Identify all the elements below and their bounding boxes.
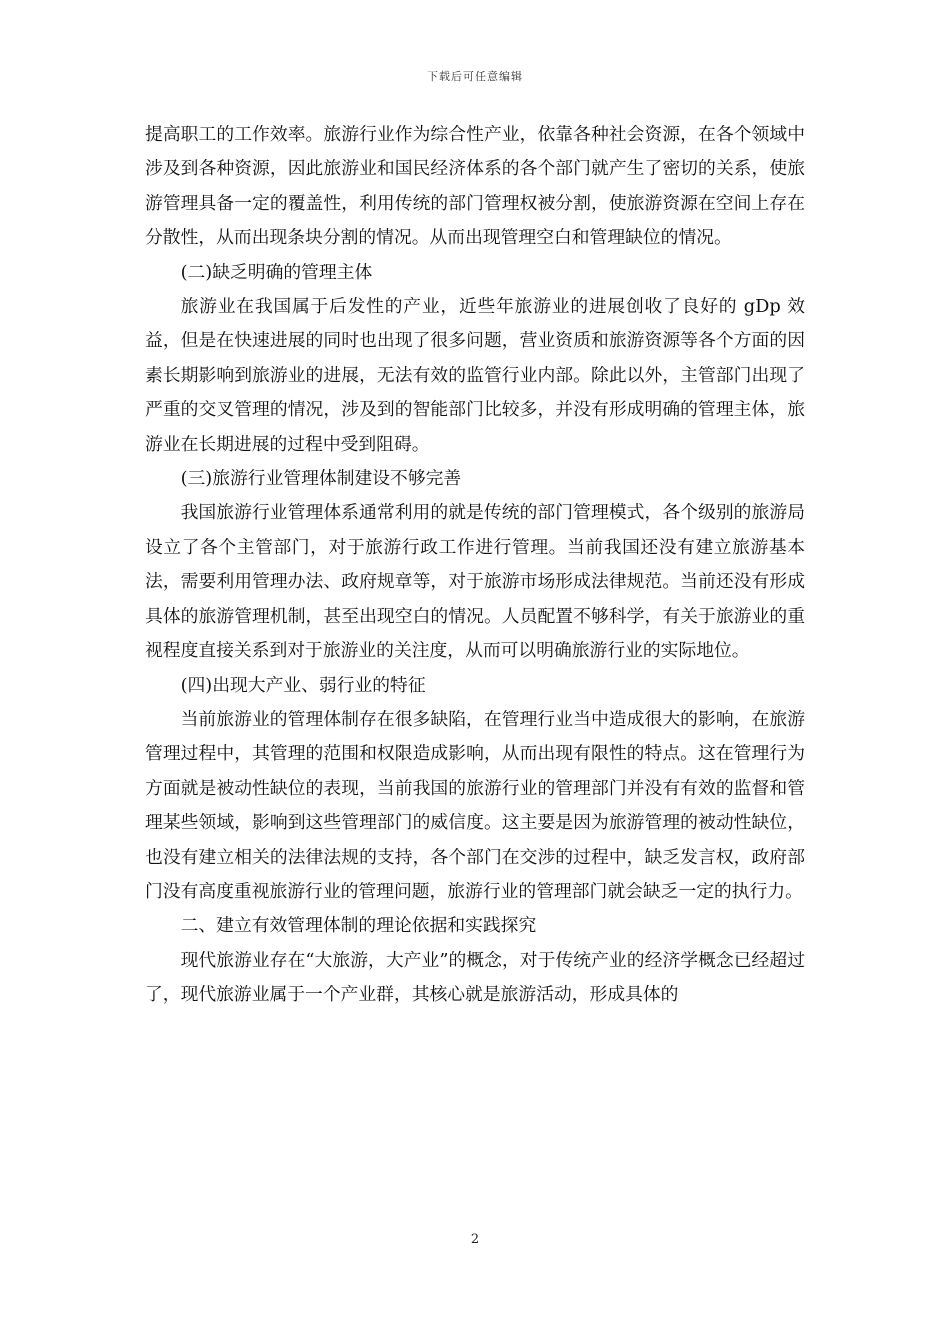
section-heading: 二、建立有效管理体制的理论依据和实践探究 [180,915,537,937]
section-heading: (四)出现大产业、弱行业的特征 [180,674,426,696]
section-heading: (三)旅游行业管理体制建设不够完善 [180,468,462,490]
section-heading: (二)缺乏明确的管理主体 [180,261,373,283]
body-paragraph: 提高职工的工作效率。旅游行业作为综合性产业，依靠各种社会资源，在各个领域中涉及到各种资源，因此旅游业和国民经济体系的各个部门就产生了密切的关系，使旅游管理具备一定的覆盖性，利用传统的部门管理权被分割，使旅游资源在空间上存在分散性，从而出现条块分割的情况。从而出现管理空白和管理缺位的情况。 [145,124,805,249]
page-header: 下载后可任意编辑 [427,70,523,83]
body-paragraph: 现代旅游业存在“大旅游，大产业”的概念，对于传统产业的经济学概念已经超过了，现代旅游业属于一个产业群，其核心就是旅游活动，形成具体的 [145,949,805,1006]
document-body [145,118,805,1013]
body-paragraph: 我国旅游行业管理体系通常利用的就是传统的部门管理模式，各个级别的旅游局设立了各个主管部门，对于旅游行政工作进行管理。当前我国还没有建立旅游基本法，需要利用管理办法、政府规章等，对于旅游市场形成法律规范。当前还没有形成具体的旅游管理机制，甚至出现空白的情况。人员配置不够科学，有关于旅游业的重视程度直接关系到对于旅游业的关注度，从而可以明确旅游行业的实际地位。 [145,502,805,662]
body-paragraph: 当前旅游业的管理体制存在很多缺陷，在管理行业当中造成很大的影响，在旅游管理过程中，其管理的范围和权限造成影响，从而出现有限性的特点。这在管理行为方面就是被动性缺位的表现，当前我国的旅游行业的管理部门并没有有效的监督和管理某些领域，影响到这些管理部门的威信度。这主要是因为旅游管理的被动性缺位，也没有建立相关的法律法规的支持，各个部门在交涉的过程中，缺乏发言权，政府部门没有高度重视旅游行业的管理问题，旅游行业的管理部门就会缺乏一定的执行力。 [145,708,805,902]
body-paragraph: 旅游业在我国属于后发性的产业，近些年旅游业的进展创收了良好的 gDp 效益，但是在快速进展的同时也出现了很多问题，营业资质和旅游资源等各个方面的因素长期影响到旅游业的进展，无法有效的监管行业内部。除此以外，主管部门出现了严重的交叉管理的情况，涉及到的智能部门比较多，并没有形成明确的管理主体，旅游业在长期进展的过程中受到阻碍。 [145,296,805,455]
page-number: 2 [470,1232,480,1247]
